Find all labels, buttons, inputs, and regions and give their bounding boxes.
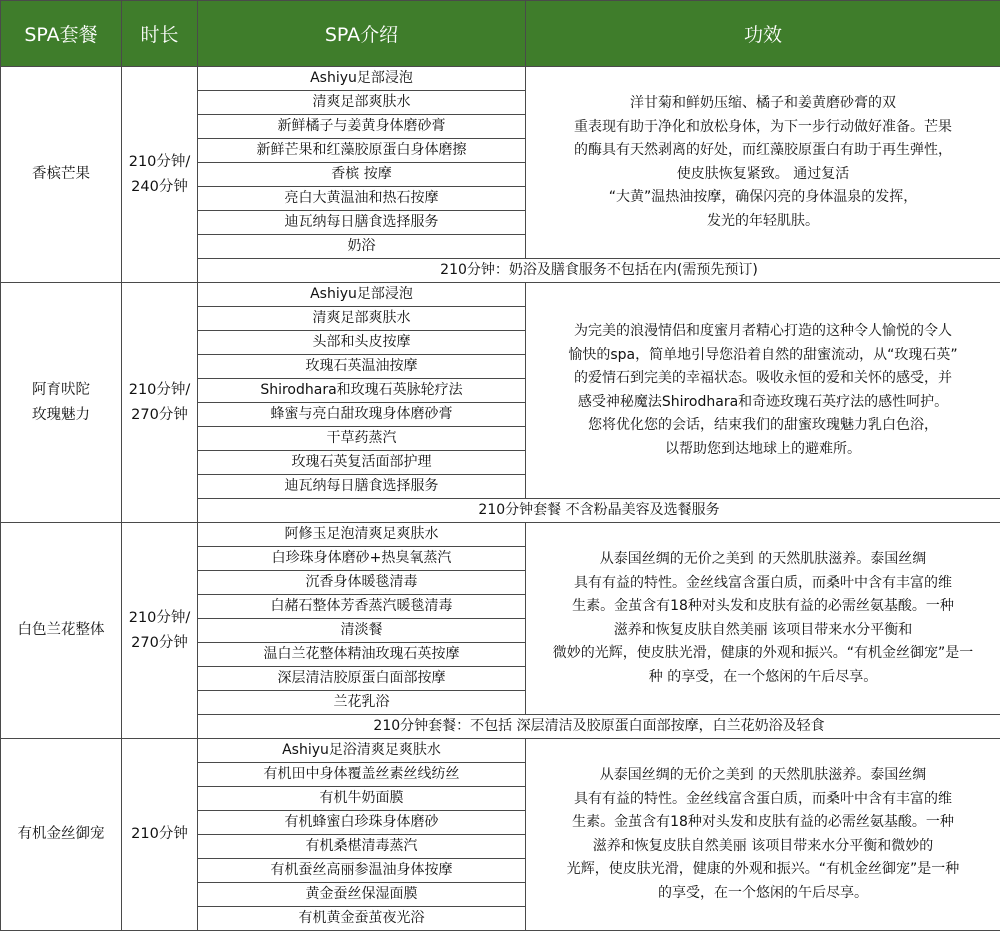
package-name-line: 有机金丝御宠 (17, 826, 105, 842)
header-benefit: 功效 (526, 1, 1000, 67)
package-duration (122, 523, 198, 739)
package-benefit (526, 67, 1000, 259)
benefit-line: 感受神秘魔法Shirodhara和奇迹玫瑰石英疗法的感性呵护。 (577, 393, 949, 410)
spa-item: 沉香身体暖毯清毒 (198, 571, 526, 595)
duration-line: 210分钟 (131, 826, 188, 842)
header-row (1, 1, 1000, 67)
spa-item: 白珍珠身体磨砂+热臭氧蒸汽 (198, 547, 526, 571)
package-benefit (526, 523, 1000, 715)
spa-item: 亮白大黄温油和热石按摩 (198, 187, 526, 211)
package-name-line: 香槟芒果 (32, 166, 90, 182)
spa-item: 玫瑰石英温油按摩 (198, 355, 526, 379)
benefit-line: “大黄”温热油按摩，确保闪亮的身体温泉的发挥， (608, 189, 918, 205)
spa-item: 清爽足部爽肤水 (198, 91, 526, 115)
benefit-line: 的酶具有天然剥离的好处，而红藻胶原蛋白有助于再生弹性， (574, 142, 952, 158)
spa-item: 奶浴 (198, 235, 526, 259)
spa-item: 深层清洁胶原蛋白面部按摩 (198, 667, 526, 691)
header-package: SPA套餐 (1, 1, 122, 67)
package-name-line: 白色兰花整体 (17, 622, 105, 638)
header-duration: 时长 (122, 1, 198, 67)
spa-item: 头部和头皮按摩 (198, 331, 526, 355)
benefit-line: 从泰国丝绸的无价之美到 的天然肌肤滋养。泰国丝绸 (599, 551, 927, 567)
table-row (1, 283, 1000, 307)
package-benefit (526, 739, 1000, 931)
benefit-line: 具有有益的特性。金丝线富含蛋白质，而桑叶中含有丰富的维 (574, 790, 952, 807)
benefit-line: 愉快的spa，简单地引导您沿着自然的甜蜜流动，从“玫瑰石英” (568, 346, 958, 363)
benefit-line: 种 的享受，在一个悠闲的午后尽享。 (648, 668, 878, 685)
package-note: 210分钟套餐：不包括 深层清洁及胶原蛋白面部按摩，白兰花奶浴及轻食 (198, 715, 1000, 739)
spa-item: 新鲜橘子与姜黄身体磨砂膏 (198, 115, 526, 139)
package-duration (122, 67, 198, 283)
benefit-line: 为完美的浪漫情侣和度蜜月者精心打造的这种令人愉悦的令人 (574, 323, 952, 339)
benefit-line: 的爱情石到完美的幸福状态。吸收永恒的爱和关怀的感受，并 (574, 370, 952, 386)
spa-item: Ashiyu足浴清爽足爽肤水 (198, 739, 526, 763)
package-name (1, 739, 122, 931)
spa-item: 有机黄金蚕茧夜光浴 (198, 907, 526, 931)
spa-item: 迪瓦纳每日膳食选择服务 (198, 211, 526, 235)
spa-item: Shirodhara和玫瑰石英脉轮疗法 (198, 379, 526, 403)
benefit-line: 具有有益的特性。金丝线富含蛋白质，而桑叶中含有丰富的维 (574, 574, 952, 591)
spa-item: 清淡餐 (198, 619, 526, 643)
spa-item: 温白兰花整体精油玫瑰石英按摩 (198, 643, 526, 667)
benefit-line: 重表现有助于净化和放松身体，为下一步行动做好准备。芒果 (574, 118, 952, 135)
package-name (1, 67, 122, 283)
spa-item: 有机蚕丝高丽参温油身体按摩 (198, 859, 526, 883)
spa-item: 蜂蜜与亮白甜玫瑰身体磨砂膏 (198, 403, 526, 427)
duration-line: 210分钟/ (128, 381, 191, 398)
benefit-line: 生素。金茧含有18种对头发和皮肤有益的必需丝氨基酸。一种 (572, 814, 954, 830)
benefit-line: 从泰国丝绸的无价之美到 的天然肌肤滋养。泰国丝绸 (599, 767, 927, 783)
package-name (1, 523, 122, 739)
duration-line: 240分钟 (131, 178, 188, 195)
package-note: 210分钟：奶浴及膳食服务不包括在内(需预先预订) (198, 259, 1000, 283)
package-benefit (526, 283, 1000, 499)
table-row (1, 739, 1000, 763)
benefit-line: 使皮肤恢复紧致。 通过复活 (676, 165, 850, 182)
duration-line: 210分钟/ (128, 609, 191, 626)
duration-line: 270分钟 (131, 634, 188, 651)
spa-item: 阿修玉足泡清爽足爽肤水 (198, 523, 526, 547)
package-name-line: 阿育吠陀 (32, 381, 90, 398)
package-duration (122, 283, 198, 523)
spa-item: Ashiyu足部浸泡 (198, 283, 526, 307)
benefit-line: 以帮助您到达地球上的避难所。 (665, 440, 861, 457)
benefit-line: 您将优化您的会话，结束我们的甜蜜玫瑰魅力乳白色浴， (588, 417, 938, 433)
package-duration (122, 739, 198, 931)
spa-item: 有机桑椹清毒蒸汽 (198, 835, 526, 859)
benefit-line: 微妙的光辉，使皮肤光滑，健康的外观和振兴。“有机金丝御宠”是一 (552, 645, 974, 661)
spa-item: 干草药蒸汽 (198, 427, 526, 451)
package-name (1, 283, 122, 523)
spa-item: 清爽足部爽肤水 (198, 307, 526, 331)
benefit-line: 的享受，在一个悠闲的午后尽享。 (658, 884, 868, 901)
spa-item: 兰花乳浴 (198, 691, 526, 715)
spa-item: 有机蜂蜜白珍珠身体磨砂 (198, 811, 526, 835)
benefit-line: 洋甘菊和鲜奶压缩、橘子和姜黄磨砂膏的双 (630, 95, 896, 111)
header-intro: SPA介绍 (198, 1, 526, 67)
benefit-line: 光辉，使皮肤光滑，健康的外观和振兴。“有机金丝御宠”是一种 (566, 861, 960, 877)
spa-item: 迪瓦纳每日膳食选择服务 (198, 475, 526, 499)
duration-line: 210分钟/ (128, 153, 191, 170)
benefit-line: 生素。金茧含有18种对头发和皮肤有益的必需丝氨基酸。一种 (572, 598, 954, 614)
package-name-line: 玫瑰魅力 (32, 406, 90, 423)
spa-item: 有机田中身体覆盖丝素丝线纺丝 (198, 763, 526, 787)
duration-line: 270分钟 (131, 406, 188, 423)
benefit-line: 发光的年轻肌肤。 (707, 212, 819, 229)
table-row (1, 67, 1000, 91)
spa-item: 玫瑰石英复活面部护理 (198, 451, 526, 475)
spa-item: Ashiyu足部浸泡 (198, 67, 526, 91)
spa-item: 有机牛奶面膜 (198, 787, 526, 811)
benefit-line: 滋养和恢复皮肤自然美丽 该项目带来水分平衡和微妙的 (592, 837, 934, 854)
benefit-line: 滋养和恢复皮肤自然美丽 该项目带来水分平衡和 (613, 621, 913, 638)
spa-item: 新鲜芒果和红藻胶原蛋白身体磨擦 (198, 139, 526, 163)
package-note: 210分钟套餐 不含粉晶美容及选餐服务 (198, 499, 1000, 523)
spa-item: 黄金蚕丝保湿面膜 (198, 883, 526, 907)
spa-item: 香槟 按摩 (198, 163, 526, 187)
spa-item: 白赭石整体芳香蒸汽暖毯清毒 (198, 595, 526, 619)
table-row (1, 523, 1000, 547)
